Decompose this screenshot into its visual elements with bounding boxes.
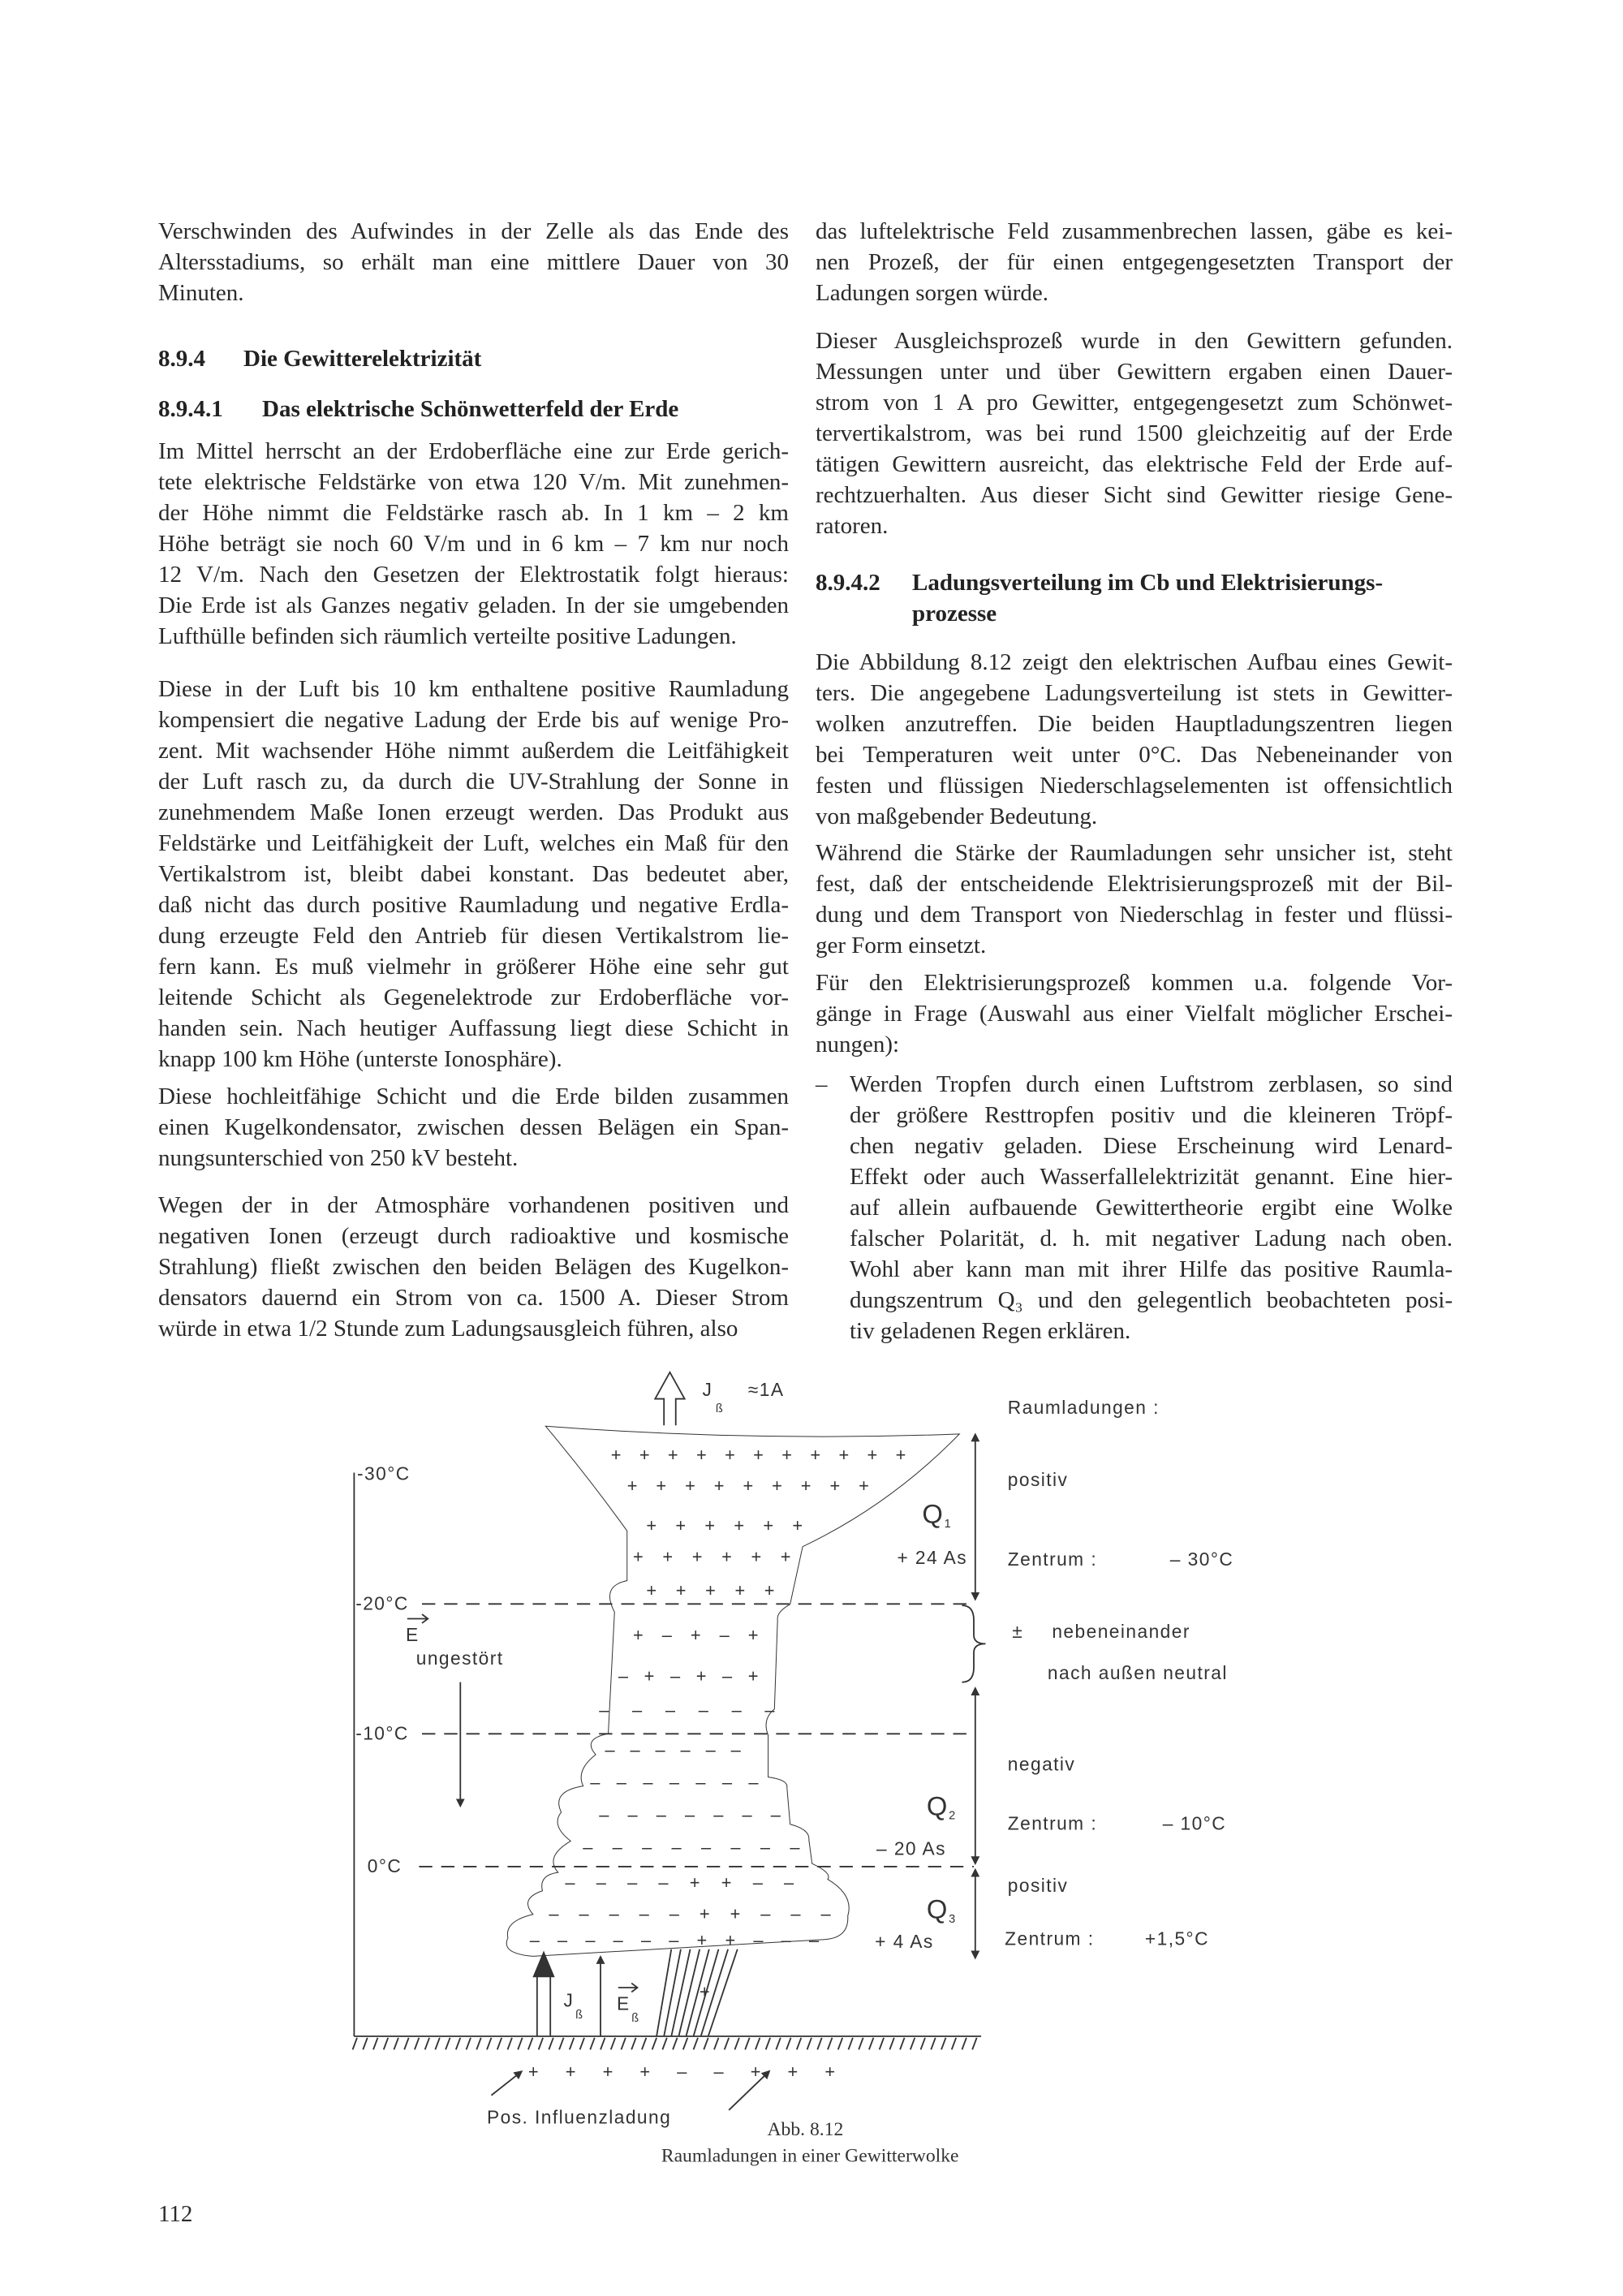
- text-line: 12 V/m. Nach den Gesetzen der Elektrostatik folgt hieraus:: [158, 562, 789, 588]
- section-title: Die Gewitterelektrizität: [243, 346, 482, 372]
- section-title-line-1: Ladungsverteilung im Cb und Elektrisierungs-: [912, 570, 1384, 596]
- q2-charge: – 20 As: [876, 1837, 946, 1859]
- legend-q3-center: +1,5°C: [1144, 1928, 1209, 1949]
- text-line: Die Abbildung 8.12 zeigt den elektrischen Aufbau eines Gewit-: [816, 649, 1453, 675]
- charge-row: + + + + + + + + + + +: [610, 1444, 906, 1465]
- charge-row: + + + + + +: [646, 1515, 803, 1536]
- text-line: zunehmendem Maße Ionen erzeugt werden. Das Produkt aus: [158, 799, 789, 825]
- text-line: Minuten.: [158, 280, 244, 306]
- text-line: der Höhe nimmt die Feldstärke rasch ab. In 1 km – 2 km: [158, 500, 789, 526]
- text-line: das luftelektrische Feld zusammenbrechen lassen, gäbe es kei-: [816, 218, 1453, 244]
- ground-induced-charges: + + + + – – + + +: [527, 2061, 836, 2082]
- text-line: Die Erde ist als Ganzes negativ geladen. In der sie umgebenden: [158, 592, 789, 618]
- text-line: leitende Schicht als Gegenelektrode zur Erdoberfläche vor-: [158, 984, 789, 1010]
- text-line: Dieser Ausgleichsprozeß wurde in den Gewittern gefunden.: [816, 328, 1453, 354]
- text-line: densators dauernd ein Strom von ca. 1500 A. Dieser Strom: [158, 1285, 789, 1311]
- space-charge-legend: [1005, 1397, 1233, 1949]
- charge-row: – – – – + + – –: [565, 1872, 794, 1893]
- text-line: von maßgebender Bedeutung.: [816, 803, 1098, 829]
- text-line: dung erzeugte Feld den Antrieb für diesen Vertikalstrom lie-: [158, 923, 789, 949]
- text-line: Ladungen sorgen würde.: [816, 280, 1048, 306]
- legend-q2-center-label: Zentrum :: [1007, 1812, 1098, 1834]
- text-line: nungen):: [816, 1032, 900, 1058]
- temp-label-minus20: -20°C: [355, 1592, 409, 1614]
- section-title-line-2: prozesse: [912, 601, 997, 627]
- text-line: zent. Mit wachsender Höhe nimmt außerdem die Leitfähigkeit: [158, 738, 789, 764]
- text-line: auf allein aufbauende Gewittertheorie ergibt eine Wolke: [850, 1195, 1453, 1221]
- text-line: tätigen Gewittern ausreicht, das elektrische Feld der Erde auf-: [816, 451, 1453, 477]
- q2-label: Q: [926, 1790, 948, 1821]
- ground-hatching: [353, 2038, 977, 2050]
- legend-q1-center: – 30°C: [1169, 1549, 1234, 1570]
- legend-mixed-line-1: nebeneinander: [1052, 1621, 1190, 1643]
- ground-field-symbol: E: [617, 1992, 631, 2014]
- text-line: Vertikalstrom ist, bleibt dabei konstant. Das bedeutet aber,: [158, 861, 789, 887]
- text-line: bei Temperaturen weit unter 0°C. Das Nebeneinander von: [816, 742, 1453, 768]
- bullet-dash: –: [816, 1071, 828, 1097]
- charge-row: – – – – – –: [599, 1699, 775, 1721]
- text-line: nungsunterschied von 250 kV besteht.: [158, 1145, 519, 1171]
- charge-row: – – – – – – – –: [583, 1837, 800, 1858]
- figure-caption-text: Raumladungen in einer Gewitterwolke: [661, 2145, 959, 2167]
- temp-label-minus10: -10°C: [355, 1722, 409, 1744]
- text-line: Für den Elektrisierungsprozeß kommen u.a. folgende Vor-: [816, 970, 1453, 996]
- ground-current-symbol: J: [563, 1989, 575, 2011]
- rain-shaft: [657, 1949, 738, 2036]
- q1-label: Q: [922, 1498, 943, 1529]
- text-line: Messungen unter und über Gewittern ergaben einen Dauer-: [816, 359, 1453, 385]
- text-line: fest, daß der entscheidende Elektrisierungsprozeß mit der Bil-: [816, 871, 1453, 897]
- text-line: kompensiert die negative Ladung der Erde bis auf wenige Pro-: [158, 707, 789, 733]
- text-line: gänge in Frage (Auswahl aus einer Vielfalt möglicher Erschei-: [816, 1001, 1453, 1027]
- text-line: knapp 100 km Höhe (unterste Ionosphäre).: [158, 1046, 562, 1072]
- text-line: einen Kugelkondensator, zwischen dessen Belägen ein Span-: [158, 1114, 789, 1140]
- text-line: Wegen der in der Atmosphäre vorhandenen positiven und: [158, 1192, 789, 1218]
- text-line: Altersstadiums, so erhält man eine mittlere Dauer von 30: [158, 249, 789, 275]
- charge-row: + + + + + +: [633, 1546, 791, 1567]
- figure-caption-number: Abb. 8.12: [767, 2118, 844, 2140]
- text-line: handen sein. Nach heutiger Auffassung liegt diese Schicht in: [158, 1015, 789, 1041]
- field-label: ungestört: [415, 1647, 504, 1669]
- text-line: festen und flüssigen Niederschlagselementen ist offensichtlich: [816, 773, 1453, 799]
- text-line: chen negativ geladen. Diese Erscheinung wird Lenard-: [850, 1133, 1453, 1159]
- text-line: Werden Tropfen durch einen Luftstrom zerblasen, so sind: [850, 1071, 1453, 1097]
- text-line: Effekt oder auch Wasserfallelektrizität genannt. Eine hier-: [850, 1164, 1453, 1190]
- legend-q3-center-label: Zentrum :: [1005, 1928, 1095, 1949]
- q3-charge: + 4 As: [875, 1930, 934, 1952]
- charge-row: + + + + +: [646, 1580, 775, 1601]
- charge-row: + – + – +: [633, 1624, 759, 1645]
- section-number: 8.9.4.1: [158, 396, 223, 422]
- q1-charge: + 24 As: [897, 1547, 968, 1569]
- top-current-symbol: J: [702, 1378, 713, 1400]
- text-line: dungszentrum Q₃ und den gelegentlich beobachteten posi-: [850, 1287, 1453, 1313]
- ground-current-subscript: ß: [575, 2009, 583, 2022]
- text-line: der Luft rasch zu, da durch die UV-Strahlung der Sonne in: [158, 769, 789, 795]
- text-line: tiv geladenen Regen erklären.: [850, 1318, 1131, 1344]
- legend-mixed-sign: ±: [1012, 1621, 1024, 1643]
- vector-arrow-icon: [407, 1614, 428, 1623]
- top-current-value: ≈1A: [747, 1378, 785, 1400]
- text-line: strom von 1 A pro Gewitter, entgegengesetzt zum Schönwet-: [816, 390, 1453, 416]
- field-symbol: E: [406, 1623, 420, 1645]
- text-line: Lufthülle befinden sich räumlich verteilte positive Ladungen.: [158, 623, 737, 649]
- text-line: Während die Stärke der Raumladungen sehr unsicher ist, steht: [816, 840, 1453, 866]
- text-line: negativen Ionen (erzeugt durch radioaktive und kosmische: [158, 1223, 789, 1249]
- influence-label: Pos. Influenzladung: [487, 2106, 672, 2128]
- text-line: der größere Resttropfen positiv und die kleineren Tröpf-: [850, 1102, 1453, 1128]
- text-line: falscher Polarität, d. h. mit negativer Ladung nach oben.: [850, 1226, 1453, 1251]
- text-line: ger Form einsetzt.: [816, 933, 987, 958]
- legend-q3-type: positiv: [1007, 1874, 1069, 1896]
- section-number: 8.9.4: [158, 346, 205, 372]
- mixed-zone-brace: [962, 1605, 985, 1682]
- ground-field-subscript: ß: [631, 2011, 639, 2025]
- text-line: Feldstärke und Leitfähigkeit der Luft, welches ein Maß für den: [158, 830, 789, 856]
- charge-row: + + + + + + + + +: [626, 1475, 869, 1497]
- q1-subscript: 1: [944, 1517, 951, 1531]
- legend-q2-type: negativ: [1007, 1753, 1076, 1775]
- text-line: Strahlung) fließt zwischen den beiden Belägen des Kugelkon-: [158, 1254, 789, 1280]
- text-line: daß nicht das durch positive Raumladung und negative Erdla-: [158, 892, 789, 918]
- text-line: dung und dem Transport von Niederschlag in fester und flüssi-: [816, 902, 1453, 928]
- legend-q1-type: positiv: [1007, 1468, 1069, 1490]
- text-line: nen Prozeß, der für einen entgegengesetzten Transport der: [816, 249, 1453, 275]
- charge-row: – – – – – + + – – –: [549, 1903, 831, 1924]
- q3-subscript: 3: [949, 1913, 956, 1927]
- text-line: Wohl aber kann man mit ihrer Hilfe das positive Raumla-: [850, 1256, 1453, 1282]
- upward-current-arrow-icon: [655, 1372, 684, 1425]
- charge-row: – – – – – –: [605, 1739, 741, 1760]
- text-line: wolken anzutreffen. Die beiden Hauptladungszentren liegen: [816, 711, 1453, 737]
- section-title: Das elektrische Schönwetterfeld der Erde: [262, 396, 679, 422]
- text-line: rechtzuerhalten. Aus dieser Sicht sind Gewitter riesige Gene-: [816, 482, 1453, 508]
- temp-label-minus30: -30°C: [357, 1462, 411, 1484]
- text-line: tete elektrische Feldstärke von etwa 120 V/m. Mit zunehmen-: [158, 469, 789, 495]
- text-line: fern kann. Es muß vielmehr in größerer Höhe eine sehr gut: [158, 954, 789, 980]
- text-line: ters. Die angegebene Ladungsverteilung ist stets in Gewitter-: [816, 680, 1453, 706]
- text-line: Höhe beträgt sie noch 60 V/m und in 6 km – 7 km nur noch: [158, 531, 789, 557]
- charge-rows: [530, 1445, 906, 1950]
- legend-title: Raumladungen :: [1007, 1396, 1160, 1418]
- text-line: ratoren.: [816, 513, 889, 539]
- legend-q2-center: – 10°C: [1162, 1812, 1227, 1834]
- text-line: Im Mittel herrscht an der Erdoberfläche eine zur Erde gerich-: [158, 438, 789, 464]
- page-number: 112: [158, 2201, 193, 2227]
- top-current-subscript: ß: [715, 1402, 723, 1415]
- q3-label: Q: [926, 1893, 948, 1924]
- ground-current-arrow-icon: [532, 1951, 554, 2036]
- text-line: Verschwinden des Aufwindes in der Zelle als das Ende des: [158, 218, 789, 244]
- section-number: 8.9.4.2: [816, 570, 880, 596]
- text-line: würde in etwa 1/2 Stunde zum Ladungsausgleich führen, also: [158, 1316, 738, 1342]
- q2-subscript: 2: [949, 1809, 956, 1823]
- text-line: tervertikalstrom, was bei rund 1500 gleichzeitig auf der Erde: [816, 420, 1453, 446]
- legend-mixed-line-2: nach außen neutral: [1047, 1662, 1228, 1684]
- charge-row: – – – – – – + + – – –: [529, 1930, 820, 1951]
- vector-arrow-icon: [618, 1984, 638, 1992]
- influence-arrow-left-icon: [491, 2073, 519, 2095]
- text-line: Diese in der Luft bis 10 km enthaltene positive Raumladung: [158, 676, 789, 702]
- temp-label-0: 0°C: [367, 1855, 403, 1877]
- charge-row: – + – + – +: [618, 1665, 759, 1686]
- charge-row: – – – – – – –: [599, 1804, 781, 1825]
- rain-charge: +: [699, 1981, 710, 2002]
- legend-q1-center-label: Zentrum :: [1007, 1549, 1098, 1570]
- text-line: Diese hochleitfähige Schicht und die Erde bilden zusammen: [158, 1083, 789, 1109]
- charge-row: – – – – – – –: [590, 1772, 759, 1793]
